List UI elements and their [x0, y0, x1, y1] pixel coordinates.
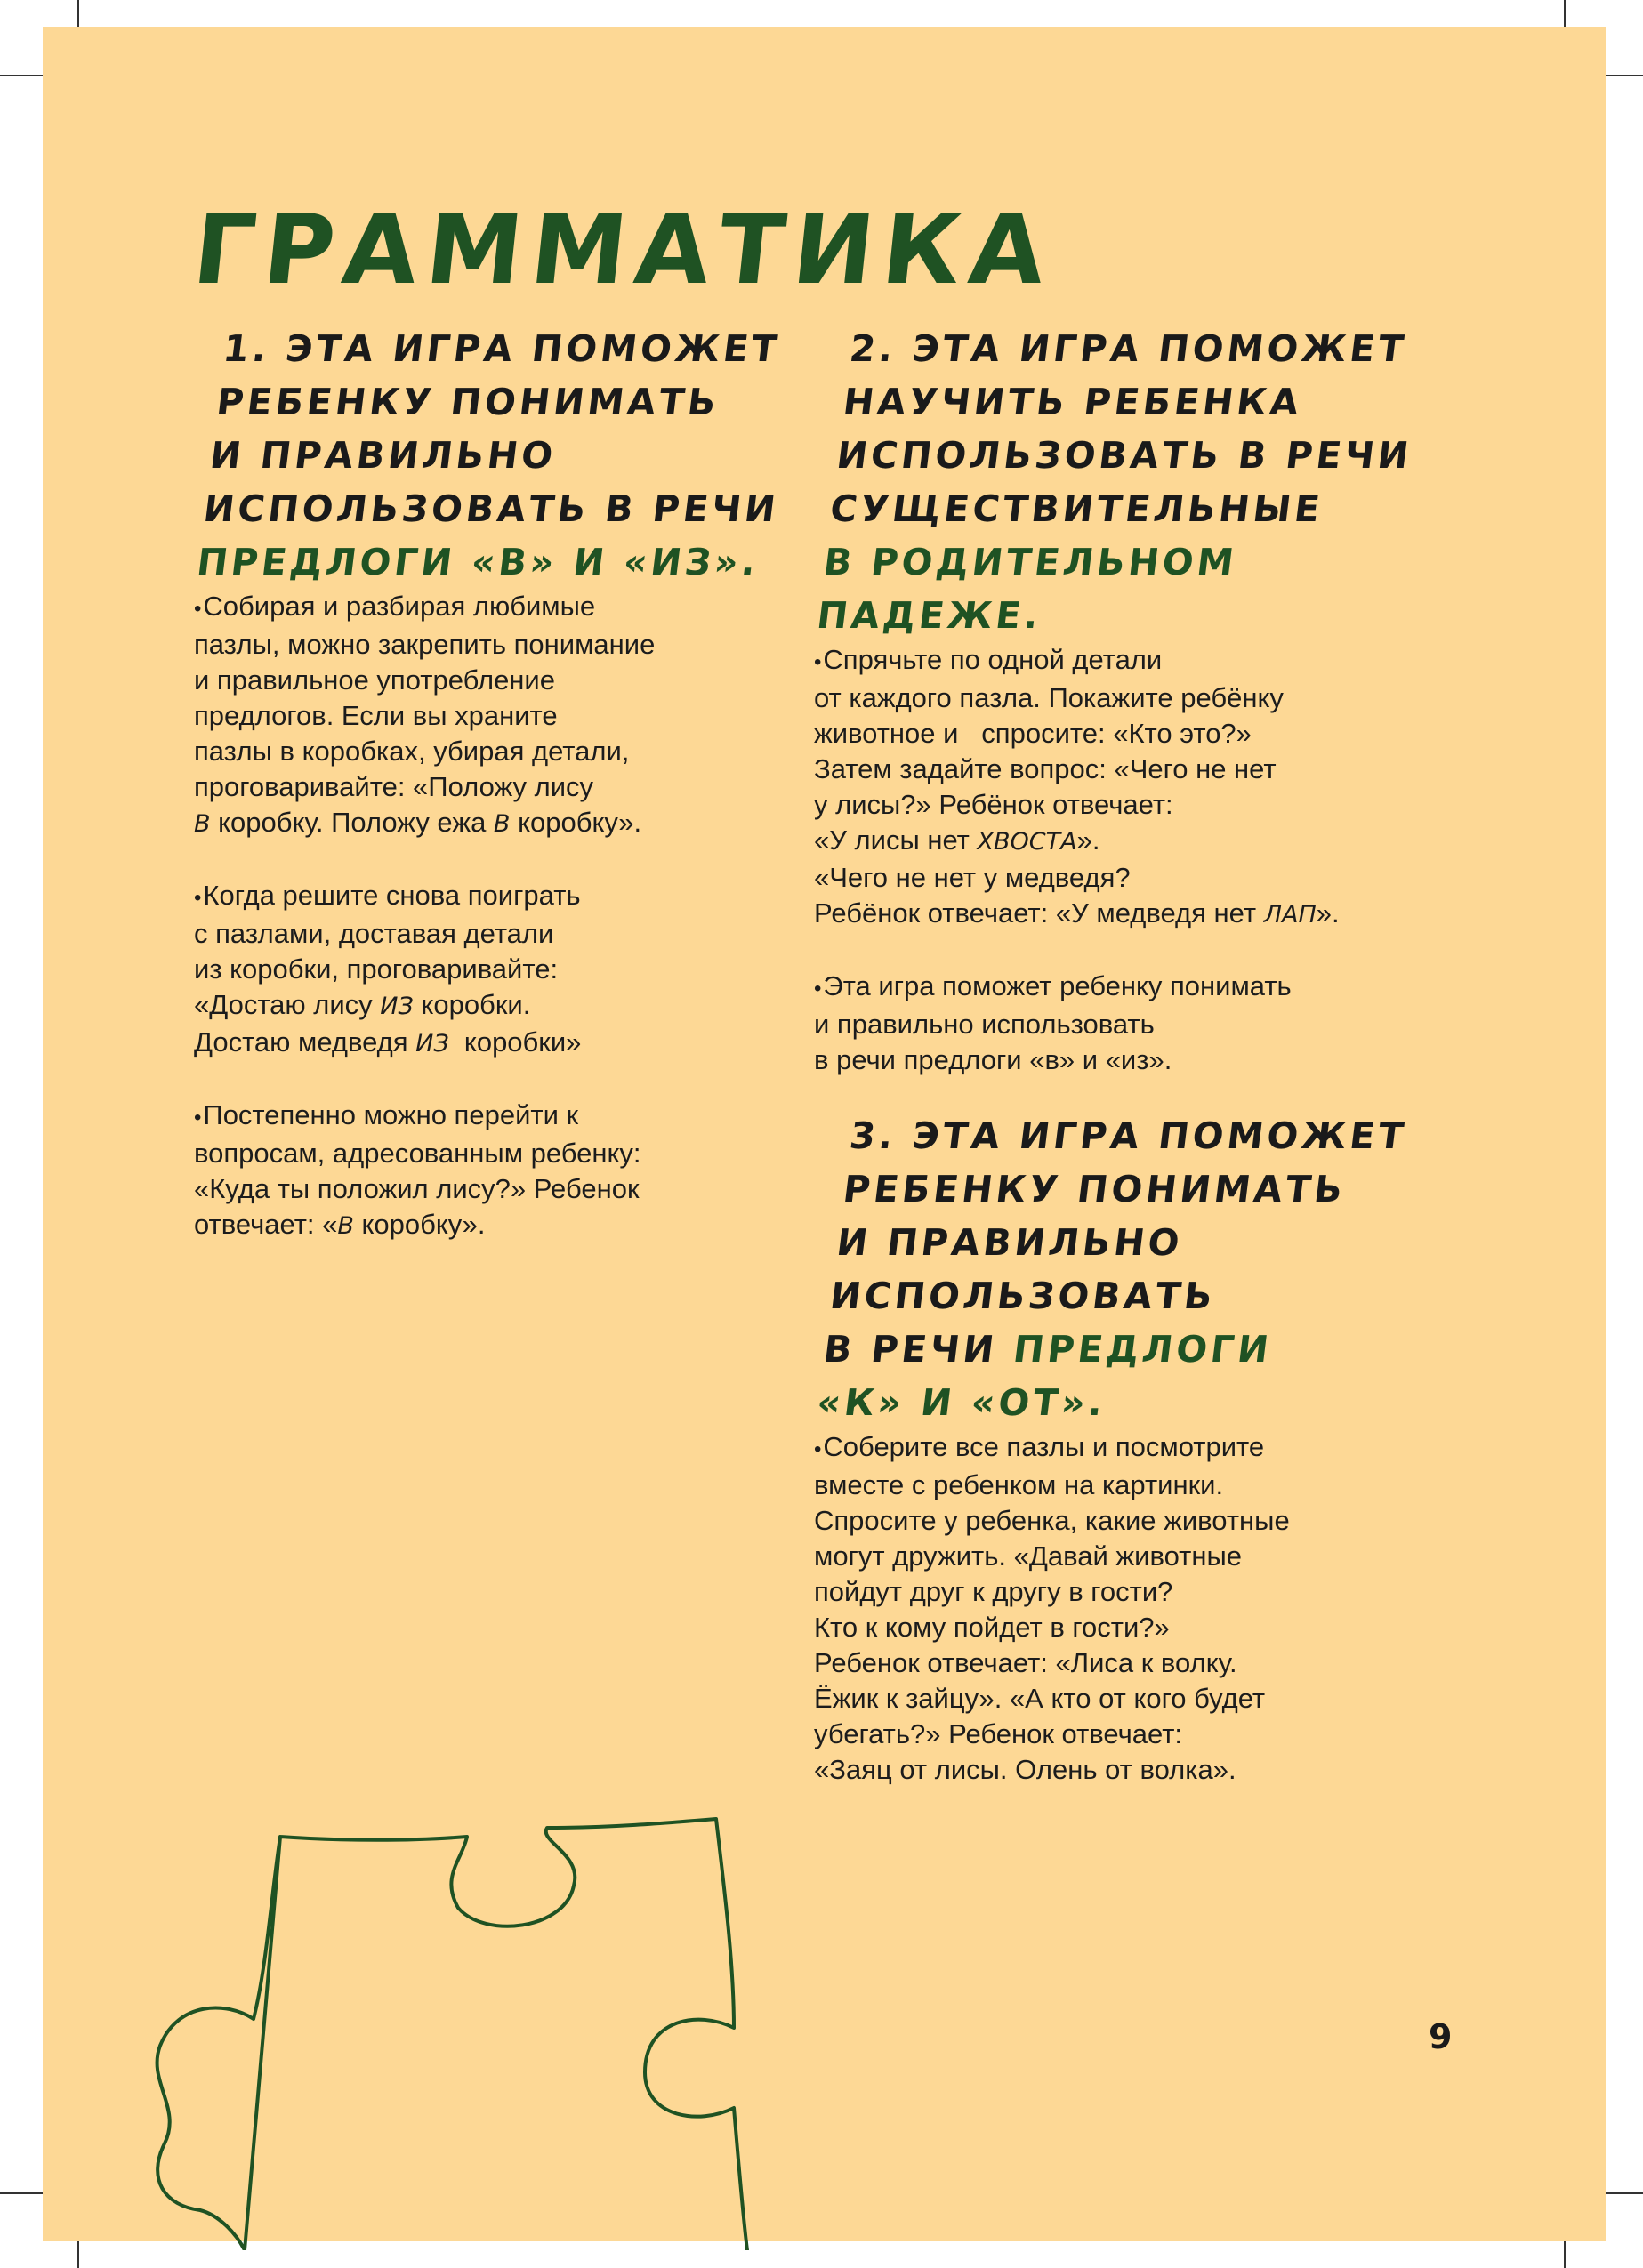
crop-mark: [1564, 0, 1566, 27]
heading-text: 2. ЭТА ИГРА ПОМОЖЕТ НАУЧИТЬ РЕБЕНКА ИСПОЛЬЗОВАТЬ В РЕЧИ СУЩЕСТВИТЕЛЬНЫЕ: [827, 327, 1415, 530]
bullet-icon: •: [194, 597, 202, 621]
puzzle-piece-outline-icon: [111, 1788, 805, 2250]
section-prepositions-v-iz: [194, 322, 784, 1244]
text-line: коробку. Положу ежа: [210, 807, 494, 838]
emphasis: В: [337, 1212, 354, 1240]
text-line: Когда решите снова поиграть: [203, 880, 581, 911]
text-line: от каждого пазла. Покажите ребёнку: [814, 682, 1284, 713]
bullet-icon: •: [814, 1437, 822, 1461]
section-heading: [194, 322, 814, 589]
text-line: Постепенно можно перейти к: [203, 1099, 579, 1130]
text-line: ».: [1316, 897, 1340, 929]
heading-highlight: ПРЕДЛОГИ: [1011, 1328, 1275, 1371]
emphasis: ИЗ: [380, 993, 414, 1020]
emphasis: В: [194, 810, 211, 838]
heading-highlight: В РОДИТЕЛЬНОМ ПАДЕЖЕ.: [814, 541, 1240, 637]
paragraph: [194, 1098, 781, 1244]
text-line: Затем задайте вопрос: «Чего не нет: [814, 753, 1277, 784]
crop-mark: [1564, 2241, 1566, 2268]
emphasis: ИЗ: [415, 1030, 449, 1058]
text-line: пазлы, можно закрепить понимание: [194, 629, 656, 660]
text-line: пазлы в коробках, убирая детали,: [194, 736, 630, 767]
text-line: вопросам, адресованным ребенку:: [194, 1138, 641, 1169]
paragraph: [814, 969, 1454, 1078]
column-left: [194, 322, 784, 1244]
text-line: «Достаю лису: [194, 989, 381, 1020]
text-line: из коробки, проговаривайте:: [194, 953, 559, 985]
column-right: [814, 322, 1454, 1788]
page-number: 9: [1429, 2017, 1453, 2056]
emphasis: ХВОСТА: [977, 828, 1077, 856]
text-line: Ребёнок отвечает: «У медведя нет: [814, 897, 1264, 929]
text-line: Достаю медведя: [194, 1026, 416, 1058]
paragraph: [814, 642, 1454, 933]
paragraph: [814, 1429, 1454, 1788]
section-prepositions-k-ot: [814, 1109, 1454, 1788]
text-line: и правильное употребление: [194, 664, 555, 696]
text-line: коробки»: [448, 1026, 582, 1058]
bullet-icon: •: [194, 1106, 202, 1130]
heading-text: 1. ЭТА ИГРА ПОМОЖЕТ РЕБЕНКУ ПОНИМАТЬ И ПРАВИЛЬНО ИСПОЛЬЗОВАТЬ В РЕЧИ: [201, 327, 784, 530]
text-line: Собирая и разбирая любимые: [203, 591, 596, 622]
section-heading: [814, 1109, 1494, 1429]
text-line: Спрячьте по одной детали: [823, 644, 1163, 675]
text-line: «Чего не нет у медведя?: [814, 862, 1131, 893]
text-line: «Куда ты положил лису?» Ребенок: [194, 1173, 640, 1204]
heading-text: 3. ЭТА ИГРА ПОМОЖЕТ РЕБЕНКУ ПОНИМАТЬ И ПРАВИЛЬНО ИСПОЛЬЗОВАТЬ В РЕЧИ: [821, 1114, 1410, 1371]
crop-mark: [77, 2241, 79, 2268]
bullet-icon: •: [814, 977, 822, 1001]
section-genitive-case: [814, 322, 1454, 1078]
emphasis: В: [493, 810, 511, 838]
page-title: ГРАММАТИКА: [188, 195, 1059, 306]
text-line: проговаривайте: «Положу лису: [194, 771, 594, 802]
emphasis: ЛАП: [1263, 901, 1317, 929]
paragraph: [194, 589, 781, 842]
text-line: у лисы?» Ребёнок отвечает:: [814, 789, 1173, 820]
text-line: коробку».: [353, 1209, 486, 1240]
text-line: ».: [1076, 824, 1100, 856]
text-line: животное и спросите: «Кто это?»: [814, 718, 1252, 749]
text-line: коробку».: [510, 807, 642, 838]
heading-highlight: «К» И «ОТ».: [814, 1381, 1109, 1424]
text-line: с пазлами, доставая детали: [194, 918, 554, 949]
bullet-icon: •: [194, 886, 202, 910]
text-line: предлогов. Если вы храните: [194, 700, 558, 731]
text-line: коробки.: [413, 989, 531, 1020]
bullet-icon: •: [814, 650, 822, 674]
paragraph-text: Эта игра поможет ребенку понимать и правильно использовать в речи предлоги «в» и «из».: [814, 970, 1292, 1075]
text-line: отвечает: «: [194, 1209, 338, 1240]
text-line: «У лисы нет: [814, 824, 978, 856]
crop-mark: [77, 0, 79, 27]
paragraph-text: Соберите все пазлы и посмотрите вместе с ребенком на картинки. Спросите у ребенка, какие животные могут дружить. «Давай животные пойдут друг к другу в гости? Кто к кому пойдет в гости?» Ребенок отвечает: «Лиса к волку. Ёжик к зайцу». «А кто от кого будет убегать?» Ребенок отвечает: «Заяц от лисы. Олень от волка».: [814, 1431, 1290, 1785]
heading-highlight: ПРЕДЛОГИ «В» И «ИЗ».: [194, 541, 762, 583]
section-heading: [814, 322, 1494, 642]
paragraph: [194, 878, 781, 1062]
